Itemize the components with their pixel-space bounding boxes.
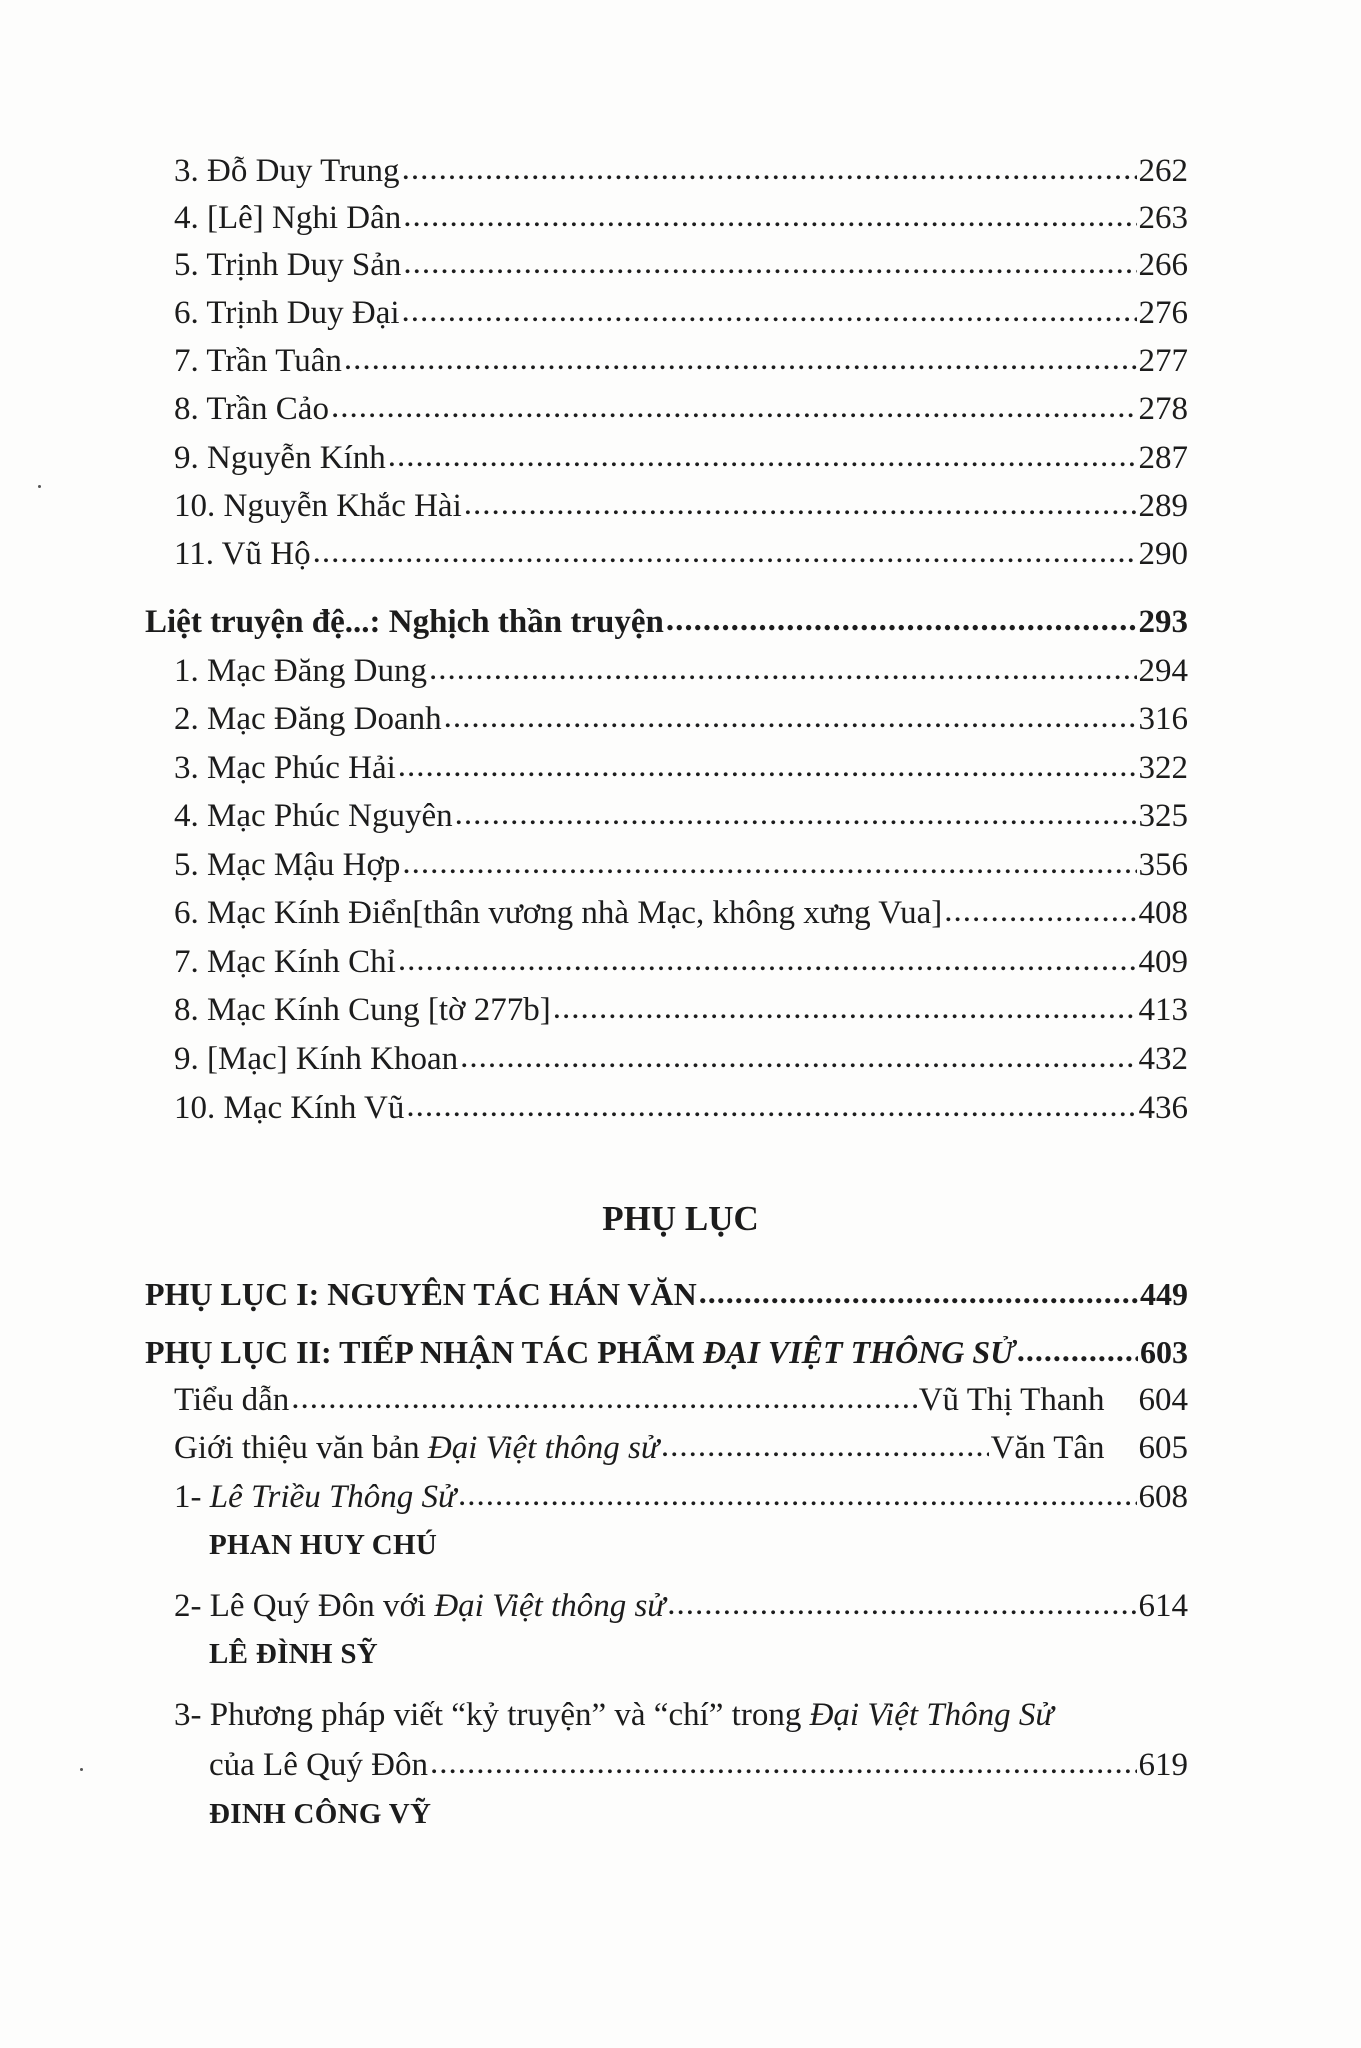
- entry-label-text: 3- Phương pháp viết “kỷ truyện” và “chí” trong: [174, 1697, 810, 1733]
- entry-label: 2. Mạc Đăng Doanh: [174, 701, 442, 737]
- toc-entry: [174, 244, 1188, 286]
- entry-page: 263: [1138, 200, 1188, 236]
- entry-label: 3. Mạc Phúc Hải: [174, 750, 396, 786]
- toc-entry: [174, 698, 1188, 740]
- toc-entry: [174, 989, 1188, 1031]
- entry-author: ĐINH CÔNG VỸ: [209, 1798, 432, 1830]
- toc-section: [145, 601, 1188, 643]
- entry-label: 7. Trần Tuân: [174, 343, 342, 379]
- entry-page: 356: [1138, 847, 1188, 883]
- entry-page: 619: [1138, 1747, 1188, 1783]
- leader-dots: [667, 1583, 1136, 1625]
- leader-dots: [313, 531, 1137, 573]
- toc-entry: [174, 1038, 1188, 1080]
- leader-dots: [553, 987, 1137, 1029]
- toc-entry: [174, 1427, 1188, 1469]
- toc-entry: [174, 650, 1188, 692]
- entry-label: [174, 1476, 456, 1518]
- leader-dots: [403, 195, 1136, 237]
- appendix-page: 449: [1140, 1276, 1188, 1312]
- entry-page: 287: [1138, 440, 1188, 476]
- toc-entry: [174, 292, 1188, 334]
- entry-label: 9. Nguyễn Kính: [174, 440, 386, 476]
- leader-dots: [455, 793, 1137, 835]
- entry-page: 289: [1138, 488, 1188, 524]
- entry-label: 5. Mạc Mậu Hợp: [174, 847, 401, 883]
- toc-entry: [174, 340, 1188, 382]
- entry-page: 608: [1138, 1479, 1188, 1515]
- entry-label: 4. [Lê] Nghi Dân: [174, 200, 402, 236]
- scan-speck: [80, 1768, 83, 1771]
- entry-page: 277: [1138, 343, 1188, 379]
- leader-dots: [344, 338, 1137, 380]
- entry-label: 3. Đỗ Duy Trung: [174, 153, 400, 189]
- leader-dots: [699, 1271, 1138, 1313]
- entry-label-text: Giới thiệu văn bản: [174, 1430, 428, 1466]
- appendix-entry: [145, 1273, 1188, 1315]
- leader-dots: [291, 1377, 917, 1419]
- entry-label-line1: [174, 1694, 1053, 1736]
- leader-dots: [666, 599, 1137, 641]
- leader-dots: [444, 696, 1137, 738]
- leader-dots: [944, 890, 1136, 932]
- entry-label: 6. Trịnh Duy Đại: [174, 295, 400, 331]
- entry-page: 413: [1138, 992, 1188, 1028]
- entry-author: Văn Tân: [990, 1430, 1105, 1466]
- entry-label-italic: Đại Việt thông sử: [434, 1588, 666, 1624]
- entry-page: 278: [1138, 391, 1188, 427]
- entry-author: PHAN HUY CHÚ: [209, 1529, 438, 1561]
- toc-entry: [174, 795, 1188, 837]
- leader-dots: [430, 1742, 1136, 1784]
- leader-dots: [331, 386, 1137, 428]
- entry-label-text: 2- Lê Quý Đôn với: [174, 1588, 435, 1624]
- toc-entry: [174, 1087, 1188, 1129]
- entry-label-italic: Đại Việt thông sử: [427, 1430, 659, 1466]
- entry-label: 9. [Mạc] Kính Khoan: [174, 1041, 459, 1077]
- appendix-entry: [145, 1331, 1188, 1373]
- entry-page: 262: [1138, 153, 1188, 189]
- entry-page: 408: [1138, 895, 1188, 931]
- appendix-heading: PHỤ LỤC: [602, 1199, 759, 1238]
- entry-page: 604: [1138, 1382, 1188, 1418]
- leader-dots: [464, 483, 1137, 525]
- entry-page: 436: [1138, 1090, 1188, 1126]
- entry-label-text: 1-: [174, 1479, 210, 1515]
- entry-page: 294: [1138, 653, 1188, 689]
- toc-entry: [174, 485, 1188, 527]
- appendix-label-text: PHỤ LỤC II: TIẾP NHẬN TÁC PHẨM: [145, 1334, 703, 1370]
- toc-entry: [174, 437, 1188, 479]
- toc-entry: [174, 1379, 1188, 1421]
- entry-page: 325: [1138, 798, 1188, 834]
- entry-label: 7. Mạc Kính Chỉ: [174, 944, 396, 980]
- appendix-label: [145, 1331, 1015, 1373]
- leader-dots: [388, 435, 1137, 477]
- leader-dots: [402, 842, 1136, 884]
- entry-label: 1. Mạc Đăng Dung: [174, 653, 427, 689]
- leader-dots: [1017, 1329, 1138, 1371]
- entry-page: 266: [1138, 247, 1188, 283]
- leader-dots: [402, 290, 1137, 332]
- entry-page: 290: [1138, 536, 1188, 572]
- section-label: Liệt truyện đệ...: Nghịch thần truyện: [145, 604, 664, 640]
- toc-entry: [174, 150, 1188, 192]
- toc-entry: [174, 197, 1188, 239]
- entry-author: Vũ Thị Thanh: [918, 1382, 1105, 1418]
- scan-speck: [38, 485, 41, 488]
- toc-entry: [209, 1744, 1188, 1786]
- leader-dots: [398, 939, 1137, 981]
- entry-page: 316: [1138, 701, 1188, 737]
- entry-label-italic: Đại Việt Thông Sử: [809, 1697, 1054, 1733]
- entry-label: [174, 1427, 659, 1469]
- entry-page: 614: [1138, 1588, 1188, 1624]
- entry-label: 8. Mạc Kính Cung [tờ 277b]: [174, 992, 551, 1028]
- leader-dots: [403, 242, 1136, 284]
- toc-entry: [174, 747, 1188, 789]
- entry-label: [174, 1585, 665, 1627]
- toc-entry: [174, 388, 1188, 430]
- entry-label: 6. Mạc Kính Điển[thân vương nhà Mạc, không xưng Vua]: [174, 895, 943, 931]
- appendix-page: 603: [1140, 1334, 1188, 1370]
- toc-entry: [174, 533, 1188, 575]
- leader-dots: [458, 1474, 1136, 1516]
- entry-label: 4. Mạc Phúc Nguyên: [174, 798, 453, 834]
- leader-dots: [402, 148, 1137, 190]
- entry-page: 605: [1138, 1430, 1188, 1466]
- appendix-label-italic: ĐẠI VIỆT THÔNG SỬ: [702, 1334, 1015, 1370]
- appendix-label: PHỤ LỤC I: NGUYÊN TÁC HÁN VĂN: [145, 1276, 697, 1312]
- entry-label: Tiểu dẫn: [174, 1382, 290, 1418]
- section-page: 293: [1138, 604, 1188, 640]
- toc-entry: [174, 941, 1188, 983]
- leader-dots: [429, 648, 1137, 690]
- entry-label: 11. Vũ Hộ: [174, 536, 311, 572]
- toc-entry: [174, 844, 1188, 886]
- entry-label: 5. Trịnh Duy Sản: [174, 247, 402, 283]
- entry-label: 8. Trần Cảo: [174, 391, 329, 427]
- entry-author: LÊ ĐÌNH SỸ: [209, 1638, 378, 1670]
- entry-label-italic: Lê Triều Thông Sử: [209, 1479, 457, 1515]
- entry-label: 10. Nguyễn Khắc Hài: [174, 488, 462, 524]
- leader-dots: [398, 745, 1137, 787]
- leader-dots: [406, 1085, 1136, 1127]
- toc-entry: [174, 1585, 1188, 1627]
- entry-page: 276: [1138, 295, 1188, 331]
- leader-dots: [661, 1425, 989, 1467]
- entry-page: 432: [1138, 1041, 1188, 1077]
- toc-entry: [174, 892, 1188, 934]
- toc-entry: [174, 1476, 1188, 1518]
- entry-label: 10. Mạc Kính Vũ: [174, 1090, 405, 1126]
- leader-dots: [460, 1036, 1136, 1078]
- entry-page: 322: [1138, 750, 1188, 786]
- entry-label: của Lê Quý Đôn: [209, 1747, 429, 1783]
- entry-page: 409: [1138, 944, 1188, 980]
